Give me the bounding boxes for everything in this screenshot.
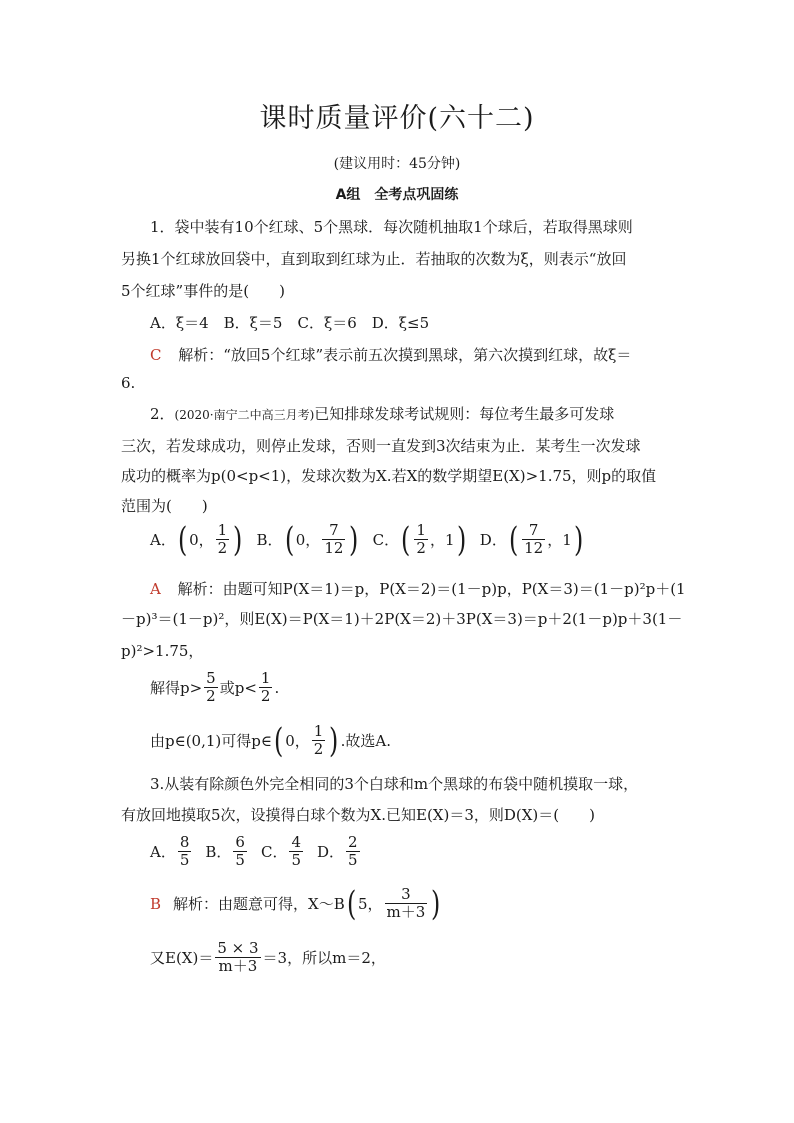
q2-options <box>150 519 597 560</box>
q1-options: A．ξ＝4 B．ξ＝5 C．ξ＝6 D．ξ≤5 <box>150 314 430 332</box>
q3-explanation-2: 又E(X)＝ $\frac{5 \times 3}{m+3}$ ＝3，所以m＝2， <box>150 939 386 976</box>
q1-explanation: 解析：“放回5个红球”表示前五次摸到黑球，第六次摸到红球，故ξ＝ <box>178 346 632 364</box>
q3-explanation-1: B 解析：由题意可得，X～B ( 5， $\frac{3}{m+3}$ ) <box>150 883 441 924</box>
q2-line-2: 三次，若发球成功，则停止发球，否则一直发到3次结束为止．某考生一次发球 <box>121 437 641 455</box>
q2-line-4: 范围为( ) <box>121 497 208 515</box>
q3-option-d: D． $\frac{2}{5}$ <box>317 833 358 870</box>
q2-option-a: A． ( 0， $\frac{1}{2}$ ) <box>150 519 243 560</box>
q2-explanation-3: p)²>1.75， <box>121 642 204 660</box>
group-heading: A组 全考点巩固练 <box>335 187 459 203</box>
q3-line-2: 有放回地摸取5次，设摸得白球个数为X.已知E(X)＝3，则D(X)＝( ) <box>121 806 595 824</box>
q1-answer: C <box>150 346 162 364</box>
q3-answer: B <box>150 894 162 913</box>
q2-line-3: 成功的概率为p(0<p<1)，发球次数为X.若X的数学期望E(X)>1.75，则p的取值 <box>121 467 657 485</box>
q3-option-a: A． $\frac{8}{5}$ <box>150 833 190 870</box>
q1-line-1: 1．袋中装有10个红球、5个黑球．每次随机抽取1个球后，若取得黑球则 <box>150 218 633 236</box>
q2-option-b: B． ( 0， $\frac{7}{12}$ ) <box>256 519 359 560</box>
q2-explanation-1: 解析：由题可知P(X＝1)＝p，P(X＝2)＝(1－p)p，P(X＝3)＝(1－p)²p＋(1 <box>177 580 686 598</box>
q3-options <box>150 834 374 870</box>
q2-number: 2． <box>150 405 175 423</box>
q3-line-1: 3.从装有除颜色外完全相同的3个白球和m个黑球的布袋中随机摸取一球， <box>150 775 639 793</box>
q2-option-d: D． ( $\frac{7}{12}$ ， 1 ) <box>479 519 584 560</box>
page-title: 课时质量评价(六十二) <box>259 103 535 134</box>
q2-explanation-2: －p)³＝(1－p)²，则E(X)＝P(X＝1)＋2P(X＝2)＋3P(X＝3)＝p＋2(1－p)p＋3(1－ <box>121 610 683 628</box>
q2-option-c: C． ( $\frac{1}{2}$ ， 1 ) <box>372 519 466 560</box>
suggested-time: (建议用时：45分钟) <box>333 156 461 172</box>
q2-solve-line: 解得p> $\frac{5}{2}$ 或p< $\frac{1}{2}$ . <box>150 669 280 706</box>
q2-conclusion: 由p∈(0,1)可得p∈ ( 0， $\frac{1}{2}$ ) .故选A. <box>150 720 391 761</box>
q3-option-c: C． $\frac{4}{5}$ <box>260 833 301 870</box>
q3-option-b: B． $\frac{6}{5}$ <box>205 833 245 870</box>
q2-source: (2020·南宁二中高三月考) <box>174 408 315 422</box>
q1-line-3: 5个红球”事件的是( ) <box>121 282 285 300</box>
q2-answer: A <box>150 580 161 598</box>
q2-line-1: 已知排球发球考试规则：每位考生最多可发球 <box>314 405 615 423</box>
q1-line-2: 另换1个红球放回袋中，直到取到红球为止．若抽取的次数为ξ，则表示“放回 <box>121 250 627 268</box>
q1-explanation-end: 6. <box>121 374 136 392</box>
